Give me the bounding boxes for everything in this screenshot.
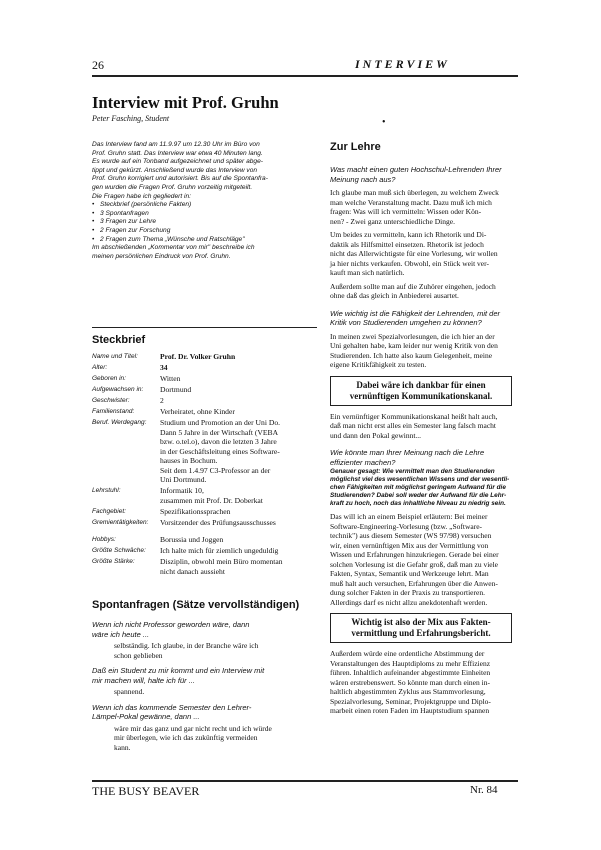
intro-line: gen wurden die Fragen Prof. Gruhn vorzeitig mitgeteilt.: [92, 183, 253, 191]
lehre-answer-line: nicht das Allerwichtigste für eine Vorlesung, wir wollen: [330, 249, 498, 258]
lehre-answer-line: haltlich abgestimmten Zyklus aus Stammvorlesung,: [330, 687, 486, 696]
lehre-answer-line: Fakten, Syntax, Semantik und Werkzeuge lehrt. Man: [330, 569, 489, 578]
steckbrief-value: [160, 546, 322, 556]
steckbrief-heading: Steckbrief: [92, 334, 146, 346]
lehre-answer-line: fragen: Was will ich vermitteln: Wissen oder Kön-: [330, 207, 482, 216]
lehre-answer-line: Wissen und Erfahrungen hinzukriegen. Gerade bei einer: [330, 550, 499, 559]
stray-dot: •: [382, 117, 386, 128]
lehre-answer-line: ohne daß das gleich in Anbiederei ausartet.: [330, 291, 459, 300]
steckbrief-key: Beruf. Werdegang:: [92, 419, 147, 426]
lehre-answer-line: Um beides zu vermitteln, kann ich Rhetorik und Di-: [330, 230, 487, 239]
lehre-question-line: Meinung nach aus?: [330, 174, 396, 184]
answer-line: spannend.: [114, 687, 145, 696]
steckbrief-row: [92, 352, 322, 362]
steckbrief-row: [92, 546, 322, 556]
lehre-answer-line: führen. Inhaltlich aufeinander abgestimmte Einheiten: [330, 668, 491, 677]
lehre-answer-line: muß halt auch versuchen, Erfahrungen über die Anwen-: [330, 578, 498, 588]
spontan-question: [92, 703, 324, 722]
lehre-answer-line: Spezialvorlesung, Seminar, Projektgruppe und Diplo-: [330, 696, 491, 706]
steckbrief-row: [92, 374, 322, 384]
answer-line: schon geblieben: [114, 650, 163, 660]
steckbrief-value-line: 2: [160, 396, 164, 405]
lehre-answer-line: und dann den Pokal gewinnt...: [330, 430, 422, 440]
footer-rule: [92, 780, 518, 782]
question-line: wäre ich heute ...: [92, 629, 150, 639]
lehre-question: [330, 165, 512, 184]
lehre-answer: [330, 512, 512, 607]
steckbrief-key: Größte Schwäche:: [92, 547, 146, 554]
answer-line: selbständig. Ich glaube, in der Branche wäre ich: [114, 641, 259, 650]
question-line: Wenn ich das kommende Semester den Lehrer-: [92, 702, 252, 712]
steckbrief-value: [160, 374, 322, 384]
article-author: Peter Fasching, Student: [92, 114, 170, 123]
lehre-answer-line: Ein vernünftiger Kommunikationskanal heißt halt auch,: [330, 411, 498, 421]
structure-list: [92, 201, 322, 244]
section-title: INTERVIEW: [355, 57, 450, 71]
divider-rule: [92, 327, 317, 328]
steckbrief-value-line: Uni Dortmund.: [160, 475, 207, 484]
spontan-answer: [92, 641, 324, 660]
steckbrief-value: [160, 385, 322, 395]
pull-quote-box-line: vermittlung und Erfahrungsbericht.: [351, 628, 491, 638]
question-line: mir machen will, halte ich für ...: [92, 675, 195, 685]
steckbrief-value-line: in der Geschäftsleitung eines Software-: [160, 446, 280, 456]
structure-line: Die Fragen habe ich gegliedert in:: [92, 192, 191, 200]
lehre-answer-line: wären erstrebenswert. So könnte man durch einen in-: [330, 677, 490, 687]
steckbrief-value-line: Ich halte mich für ziemlich ungeduldig: [160, 546, 279, 555]
question-line: Daß ein Student zu mir kommt und ein Interview mit: [92, 666, 265, 675]
lehre-answer: [330, 188, 512, 226]
steckbrief-value-line: Disziplin, obwohl mein Büro momentan: [160, 557, 283, 566]
lehre-answer-line: man welche Veranstaltung macht. Dazu muß ich mich: [330, 197, 492, 207]
lehre-answer-line: technik") aus diesem Semester (WS 97/98) versuchen: [330, 531, 492, 540]
lehre-question-note-line: Studierenden? Dabei soll weder der Aufwand für die Lehr-: [330, 492, 507, 499]
lehre-answer-line: daktik als Hilfsmittel einsetzen. Rhetorik ist jedoch: [330, 239, 484, 249]
steckbrief-key: Lehrstuhl:: [92, 487, 121, 494]
lehre-answer-line: dung solcher Fakten in der Praxis zu transportieren.: [330, 588, 485, 597]
steckbrief-value: [160, 418, 322, 485]
steckbrief-value-line: hauses in Bochum.: [160, 456, 218, 465]
lehre-answer-line: Veranstaltungen des Hauptdiploms zu mehr Effizienz: [330, 658, 491, 668]
steckbrief-value-line: Borussia und Joggen: [160, 535, 224, 544]
spontan-answer: [92, 724, 324, 753]
lehre-answer-line: In meinen zwei Spezialvorlesungen, die ich hier an der: [330, 331, 495, 341]
intro-text: [92, 141, 322, 193]
lehre-column: [330, 165, 512, 720]
steckbrief-row: [92, 557, 322, 576]
lehre-heading: Zur Lehre: [330, 141, 381, 153]
steckbrief-key: Aufgewachsen in:: [92, 386, 144, 393]
lehre-answer-line: solchen Vorlesung ist die Gefahr groß, daß man zu viele: [330, 559, 499, 569]
question-line: Lämpel-Pokal gewänne, dann ...: [92, 712, 200, 721]
answer-line: mir überlegen, wie ich das zukünftig vermeiden: [114, 733, 258, 742]
intro-line: Prof. Gruhn statt. Das Interview war etwa 40 Minuten lang.: [92, 149, 263, 157]
steckbrief-value-line: Dortmund: [160, 385, 192, 394]
steckbrief-row: [92, 535, 322, 545]
answer-line: wäre mir das ganz und gar nicht recht und ich würde: [114, 723, 272, 733]
lehre-question-note: [330, 468, 512, 508]
steckbrief-value-line: Informatik 10,: [160, 486, 204, 495]
lehre-answer-line: wir, einen vernünftigen Mix aus der Vermittlung von: [330, 540, 489, 550]
structure-item: • Steckbrief (persönliche Fakten): [92, 201, 322, 210]
intro-line: Prof. Gruhn korrigiert und autorisiert. Bis auf die Spontanfra-: [92, 175, 268, 183]
lehre-answer: [330, 332, 512, 370]
lehre-answer-line: Das will ich an einem Beispiel erläutern: Bei meiner: [330, 512, 488, 521]
lehre-question-note-line: Genauer gesagt: Wie vermittelt man den Studierenden: [330, 468, 495, 475]
steckbrief-value: [160, 518, 322, 528]
steckbrief-value-line: zusammen mit Prof. Dr. Doberkat: [160, 495, 263, 505]
steckbrief-table: [92, 352, 322, 576]
lehre-question-line: effizienter machen?: [330, 457, 396, 467]
spontan-heading: Spontanfragen (Sätze vervollständigen): [92, 599, 300, 611]
steckbrief-row: [92, 363, 322, 373]
lehre-question-note-line: kraft zu hoch, noch das inhaltliche Niveau zu niedrig sein.: [330, 500, 506, 507]
lehre-question: [330, 309, 512, 328]
steckbrief-value: [160, 507, 322, 517]
structure-item: • 3 Spontanfragen: [92, 210, 322, 219]
answer-line: kann.: [114, 742, 131, 752]
lehre-answer: [330, 412, 512, 441]
steckbrief-row: [92, 407, 322, 417]
steckbrief-value: [160, 557, 322, 576]
steckbrief-row: [92, 486, 322, 505]
closing-text: [92, 244, 322, 261]
structure-item: • 2 Fragen zum Thema „Wünsche und Ratschläge": [92, 236, 322, 245]
structure-item: • 3 Fragen zur Lehre: [92, 218, 322, 227]
steckbrief-value-line: Dann 5 Jahre in der Wirtschaft (VEBA: [160, 427, 279, 437]
steckbrief-value-line: Verheiratet, ohne Kinder: [160, 407, 235, 416]
lehre-answer-line: daß man nicht erst alles ein Semester lang falsch macht: [330, 421, 496, 430]
lehre-answer-line: Außerdem würde eine ordentliche Abstimmung der: [330, 649, 485, 658]
steckbrief-key: Geschwister:: [92, 397, 130, 404]
lehre-answer-line: Allerdings darf es nicht allzu anekdotenhaft werden.: [330, 597, 488, 607]
lehre-answer: [330, 230, 512, 278]
intro-line: Es wurde auf ein Tonband aufgezeichnet und später abge-: [92, 158, 263, 166]
steckbrief-row: [92, 507, 322, 517]
lehre-answer-line: ja hier nichts verkaufen. Obwohl, ein Stück weit ver-: [330, 258, 489, 268]
closing-line: meinen persönlichen Eindruck von Prof. Gruhn.: [92, 252, 231, 260]
steckbrief-key: Gremientätigkeiten:: [92, 518, 149, 526]
closing-line: Im abschießenden „Kommentar von mir" beschreibe ich: [92, 244, 255, 252]
steckbrief-key: Geboren in:: [92, 375, 126, 382]
intro-line: Das Interview fand am 11.9.97 um 12.30 Uhr im Büro von: [92, 141, 260, 148]
steckbrief-key: Hobbys:: [92, 536, 116, 543]
steckbrief-key: Fachgebiet:: [92, 507, 126, 515]
lehre-answer-line: Software-Engineering-Vorlesung (bzw. „Software-: [330, 521, 483, 531]
magazine-name: THE BUSY BEAVER: [92, 784, 200, 798]
pull-quote-box: [330, 376, 512, 406]
steckbrief-value-line: 34: [160, 363, 168, 372]
spontan-answer: [92, 687, 324, 697]
steckbrief-key: Name und Titel:: [92, 353, 138, 360]
lehre-answer-line: Uni gehalten habe, kam leider nur wenig Kritik von den: [330, 341, 498, 350]
steckbrief-value: [160, 363, 322, 373]
steckbrief-key: Alter:: [92, 364, 108, 371]
steckbrief-value: [160, 407, 322, 417]
pull-quote-box-line: Wichtig ist also der Mix aus Fakten-: [351, 617, 491, 627]
pull-quote-box-line: Dabei wäre ich dankbar für einen: [356, 379, 486, 390]
lehre-answer-line: Außerdem sollte man auf die Zuhörer eingehen, jedoch: [330, 281, 496, 291]
lehre-answer-line: marbeit einen roten Faden im Hauptstudium spannen: [330, 706, 490, 715]
lehre-question-line: Kritik von Studierenden umgehen zu können?: [330, 318, 482, 327]
steckbrief-value: [160, 352, 322, 362]
steckbrief-value-line: Spezifikationssprachen: [160, 506, 231, 516]
steckbrief-value-line: Studium und Promotion an der Uni Do.: [160, 418, 281, 427]
pull-quote-box: [330, 613, 512, 643]
lehre-question: [330, 448, 512, 467]
steckbrief-value-line: nicht danach aussieht: [160, 566, 225, 576]
pull-quote-box-line: vernünftigen Kommunikationskanal.: [349, 390, 493, 401]
header-rule: [92, 75, 518, 77]
steckbrief-value: [160, 535, 322, 545]
structure-item: • 2 Fragen zur Forschung: [92, 227, 322, 236]
steckbrief-row: [92, 396, 322, 406]
lehre-answer: [330, 282, 512, 301]
lehre-answer-line: kauft man sich natürlich.: [330, 268, 405, 277]
lehre-answer-line: Ich glaube man muß sich überlegen, zu welchem Zweck: [330, 188, 499, 197]
lehre-answer: [330, 649, 512, 716]
spontan-question: [92, 666, 324, 685]
spontan-list: [92, 620, 324, 752]
steckbrief-row: [92, 385, 322, 395]
page-number: 26: [92, 58, 104, 72]
intro-line: tippt und gekürzt. Anschließend wurde das Interview von: [92, 166, 258, 174]
steckbrief-value: [160, 486, 322, 505]
spontan-question: [92, 620, 324, 639]
steckbrief-key: Größte Stärke:: [92, 558, 135, 565]
steckbrief-value-line: Prof. Dr. Volker Gruhn: [160, 352, 236, 361]
steckbrief-value-line: Vorsitzender des Prüfungsausschusses: [160, 517, 276, 527]
steckbrief-row: [92, 518, 322, 528]
article-title: Interview mit Prof. Gruhn: [92, 93, 279, 112]
steckbrief-key: Familienstand:: [92, 408, 135, 415]
issue-number: Nr. 84: [470, 784, 498, 796]
lehre-answer-line: nen? - Zwei ganz unterschiedliche Dinge.: [330, 216, 455, 226]
lehre-question-line: Was macht einen guten Hochschul-Lehrenden Ihrer: [330, 165, 502, 174]
intro-block: [92, 141, 322, 261]
steckbrief-value: [160, 396, 322, 406]
lehre-answer-line: eigene Kritikfähigkeit zu testen.: [330, 360, 427, 369]
lehre-question-note-line: chen Fähigkeiten mit möglichst geringem Aufwand für die: [330, 484, 506, 491]
steckbrief-row: [92, 418, 322, 485]
lehre-answer-line: Studierenden. Ich hatte also kaum Gelegenheit, meine: [330, 350, 493, 360]
steckbrief-value-line: Witten: [160, 374, 181, 383]
question-line: Wenn ich nicht Professor geworden wäre, dann: [92, 620, 250, 629]
lehre-question-line: Wie wichtig ist die Fähigkeit der Lehrenden, mit der: [330, 308, 501, 318]
lehre-question-note-line: möglichst viel des wesentlichen Wissens und der wesentli-: [330, 476, 510, 483]
steckbrief-value-line: Seit dem 1.4.97 C3-Professor an der: [160, 465, 271, 475]
steckbrief-value-line: bzw. o.tel.o), davon die letzten 3 Jahre: [160, 437, 277, 446]
lehre-question-line: Wie könnte man Ihrer Meinung nach die Lehre: [330, 448, 485, 457]
